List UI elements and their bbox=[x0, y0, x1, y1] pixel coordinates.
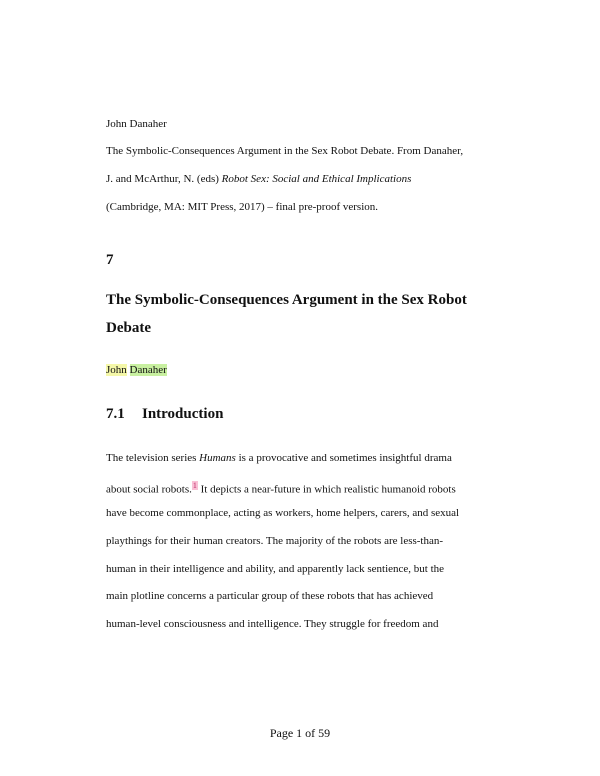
author-first-name-highlight[interactable]: John bbox=[106, 364, 127, 376]
body-text: about social robots. bbox=[106, 483, 192, 496]
page-number-footer: Page 1 of 59 bbox=[269, 726, 331, 740]
chapter-number: 7 bbox=[106, 252, 114, 268]
body-text: It depicts a near-future in which realistic humanoid robots bbox=[200, 483, 456, 496]
section-title: Introduction bbox=[142, 406, 224, 422]
header-author: John Danaher bbox=[106, 118, 167, 130]
body-line-6: main plotline concerns a particular group of these robots that has achieved bbox=[106, 590, 434, 602]
show-title: Humans bbox=[199, 452, 236, 464]
chapter-title-line-2: Debate bbox=[106, 320, 151, 336]
body-line-3: have become commonplace, acting as workers, home helpers, carers, and sexual bbox=[106, 507, 460, 519]
footnote-marker[interactable]: 1 bbox=[192, 481, 197, 490]
chapter-author bbox=[106, 364, 167, 376]
body-line-1 bbox=[106, 451, 452, 465]
body-line-4: playthings for their human creators. The majority of the robots are less-than- bbox=[106, 535, 444, 547]
body-text: is a provocative and sometimes insightful drama bbox=[238, 452, 452, 464]
body-line-7: human-level consciousness and intelligence. They struggle for freedom and bbox=[106, 618, 439, 630]
section-heading bbox=[106, 406, 223, 423]
citation-editors: J. and McArthur, N. (eds) bbox=[106, 173, 219, 185]
body-text: The television series bbox=[106, 452, 197, 464]
citation-line-3: (Cambridge, MA: MIT Press, 2017) – final pre-proof version. bbox=[106, 201, 378, 213]
body-line-2 bbox=[106, 479, 456, 497]
section-number: 7.1 bbox=[106, 406, 125, 422]
citation-book-title: Robot Sex: Social and Ethical Implications bbox=[221, 173, 412, 185]
body-line-5: human in their intelligence and ability, and apparently lack sentience, but the bbox=[106, 563, 445, 575]
citation-line-1: The Symbolic-Consequences Argument in the Sex Robot Debate. From Danaher, bbox=[106, 145, 464, 157]
citation-line-2 bbox=[106, 172, 411, 186]
author-last-name-highlight[interactable]: Danaher bbox=[129, 364, 167, 376]
chapter-title-line-1: The Symbolic-Consequences Argument in the Sex Robot bbox=[106, 292, 467, 308]
